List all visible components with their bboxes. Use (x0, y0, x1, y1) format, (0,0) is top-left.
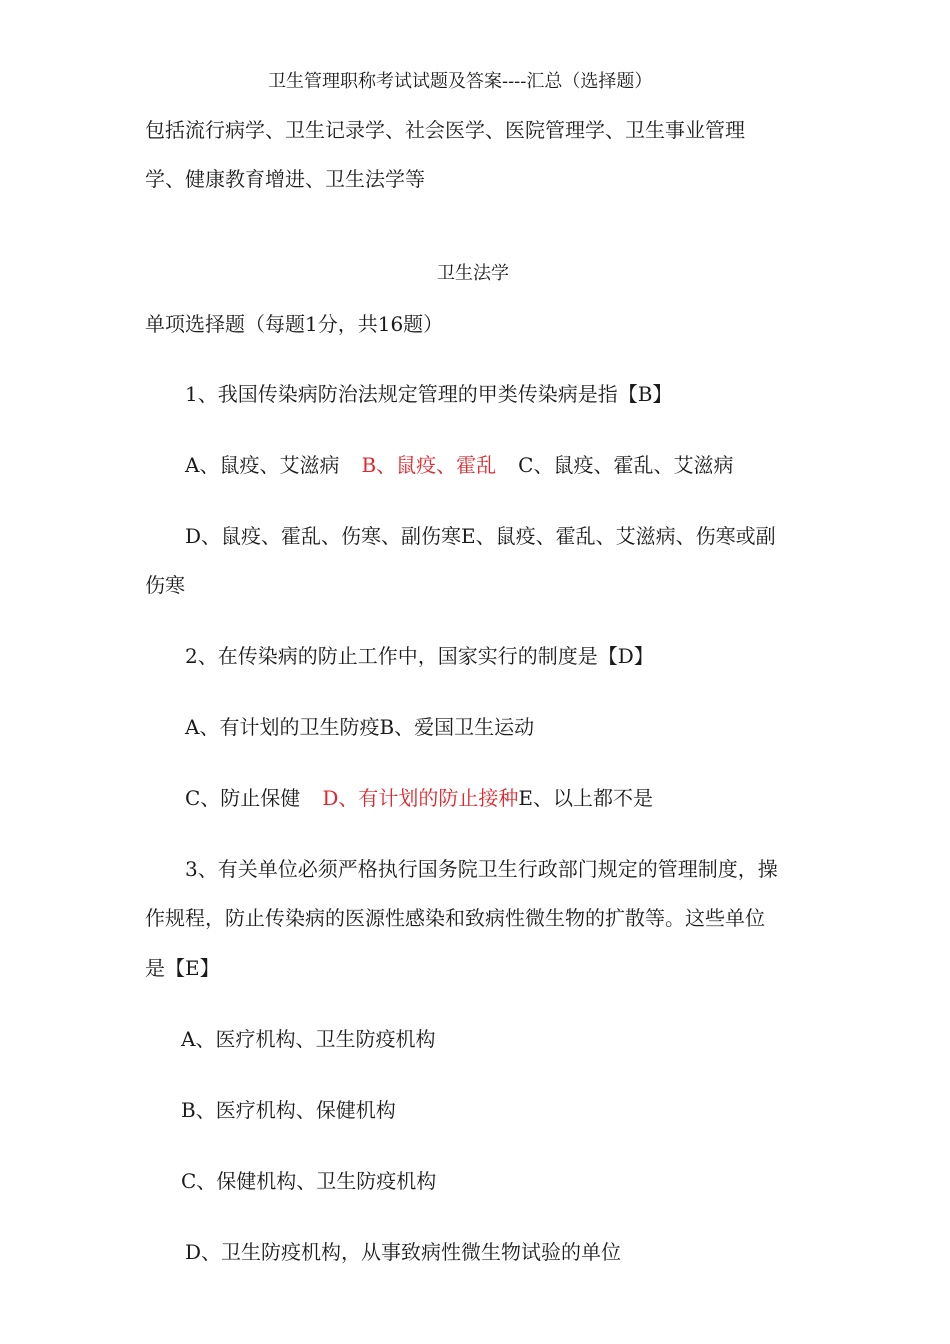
question-2-option-e: E、以上都不是 (518, 786, 653, 810)
document-title: 卫生管理职称考试试题及答案----汇总（选择题） (268, 71, 653, 92)
question-2-stem: 2、在传染病的防止工作中，国家实行的制度是【D】 (185, 644, 654, 668)
question-2-option-d-correct: D、有计划的防止接种 (322, 786, 519, 810)
section-subtitle: 单项选择题（每题1分，共16题） (145, 312, 444, 336)
intro-line-1: 包括流行病学、卫生记录学、社会医学、医院管理学、卫生事业管理 (145, 118, 745, 142)
question-3-stem-line-1: 3、有关单位必须严格执行国务院卫生行政部门规定的管理制度，操 (185, 857, 778, 881)
question-2-option-c: C、防止保健 (185, 786, 301, 810)
question-1-option-b-correct: B、鼠疫、霍乱 (361, 453, 497, 477)
section-title: 卫生法学 (437, 263, 509, 284)
question-3-option-b: B、医疗机构、保健机构 (181, 1098, 396, 1122)
question-2-options-line-1: A、有计划的卫生防疫B、爱国卫生运动 (185, 715, 535, 739)
intro-line-2: 学、健康教育增进、卫生法学等 (145, 167, 425, 191)
question-1-stem: 1、我国传染病防治法规定管理的甲类传染病是指【B】 (185, 382, 673, 406)
question-1-option-a: A、鼠疫、艾滋病 (185, 453, 340, 477)
question-3-stem-line-3: 是【E】 (145, 956, 220, 980)
question-1-options-line-1 (185, 452, 733, 478)
question-1-options-line-3: 伤寒 (145, 573, 185, 597)
question-2-options-line-2 (185, 785, 653, 811)
question-3-stem-line-2: 作规程，防止传染病的医源性感染和致病性微生物的扩散等。这些单位 (145, 906, 765, 930)
question-3-option-a: A、医疗机构、卫生防疫机构 (181, 1027, 436, 1051)
question-3-option-c: C、保健机构、卫生防疫机构 (181, 1169, 437, 1193)
question-1-option-c: C、鼠疫、霍乱、艾滋病 (518, 453, 734, 477)
question-1-options-line-2: D、鼠疫、霍乱、伤寒、副伤寒E、鼠疫、霍乱、艾滋病、伤寒或副 (185, 524, 776, 548)
question-3-option-d: D、卫生防疫机构，从事致病性微生物试验的单位 (185, 1240, 622, 1264)
